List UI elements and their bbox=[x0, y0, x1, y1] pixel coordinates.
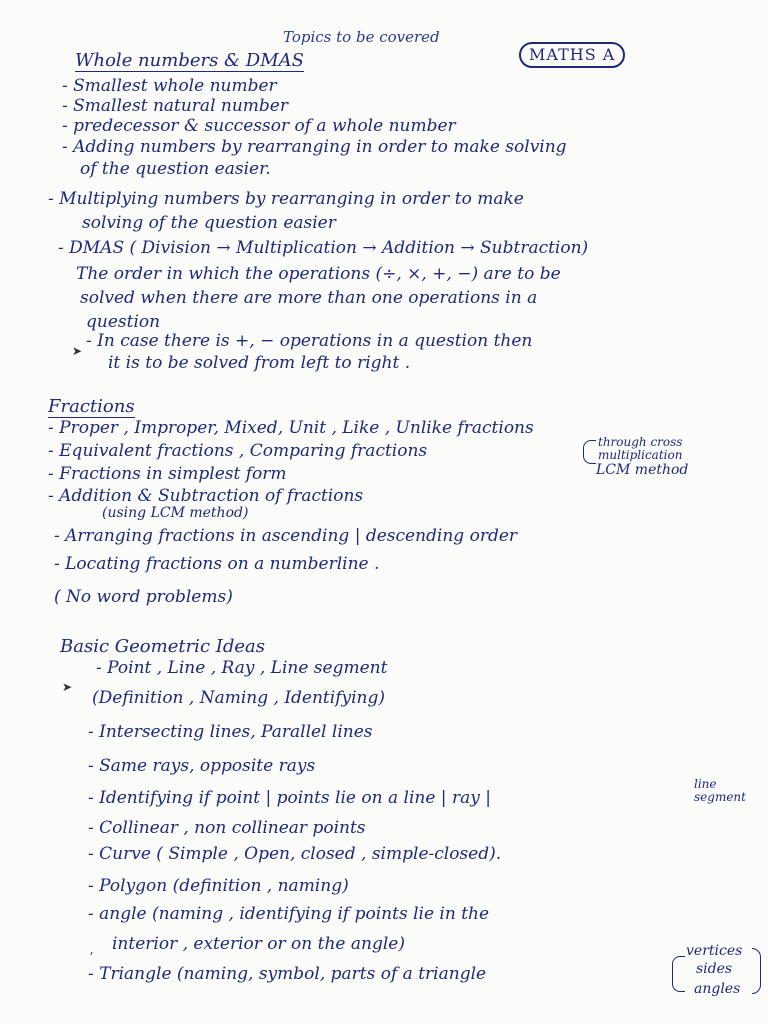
compare-option-lcm: LCM method bbox=[596, 462, 689, 478]
section-heading-geometry: Basic Geometric Ideas bbox=[60, 636, 265, 657]
list-item: The order in which the operations (÷, ×, +, −) are to be bbox=[76, 264, 561, 284]
triangle-part-sides: sides bbox=[696, 961, 733, 977]
list-item: of the question easier. bbox=[80, 159, 271, 179]
list-item: it is to be solved from left to right . bbox=[108, 353, 411, 373]
list-item: interior , exterior or on the angle) bbox=[112, 934, 405, 954]
list-item: - Adding numbers by rearranging in order to make solving bbox=[62, 137, 567, 157]
compare-option-cross-multiplication: through cross multiplication bbox=[598, 435, 683, 462]
list-item: - Locating fractions on a numberline . bbox=[54, 554, 380, 574]
list-item: ( No word problems) bbox=[54, 587, 233, 607]
list-item: - In case there is +, − operations in a question then bbox=[86, 331, 533, 351]
list-item: (Definition , Naming , Identifying) bbox=[92, 688, 385, 708]
list-item: - Equivalent fractions , Comparing fractions bbox=[48, 441, 428, 461]
list-item: solved when there are more than one operations in a bbox=[80, 288, 538, 308]
list-item: - Multiplying numbers by rearranging in order to make bbox=[48, 189, 524, 209]
list-item: - Same rays, opposite rays bbox=[88, 756, 316, 776]
list-item: (using LCM method) bbox=[102, 505, 249, 521]
list-item: - Smallest natural number bbox=[62, 96, 288, 116]
list-item: - predecessor & successor of a whole number bbox=[62, 116, 456, 136]
margin-mark: ➤ bbox=[62, 680, 73, 694]
triangle-part-angles: angles bbox=[694, 981, 741, 997]
page-title: Topics to be covered bbox=[283, 28, 440, 46]
comparison-brace bbox=[583, 440, 596, 464]
list-item: - Smallest whole number bbox=[62, 76, 277, 96]
list-item: - Identifying if point | points lie on a line | ray | bbox=[88, 788, 491, 808]
list-item: solving of the question easier bbox=[82, 213, 336, 233]
list-item: - Intersecting lines, Parallel lines bbox=[88, 722, 373, 742]
margin-mark: ⸴ bbox=[90, 944, 94, 958]
closing-parenthesis bbox=[752, 948, 761, 994]
triangle-parts-brace bbox=[672, 956, 685, 992]
list-item: - Arranging fractions in ascending | descending order bbox=[54, 526, 518, 546]
section-heading-whole-numbers: Whole numbers & DMAS bbox=[75, 50, 304, 71]
list-item: - angle (naming , identifying if points lie in the bbox=[88, 904, 490, 924]
list-item: - Collinear , non collinear points bbox=[88, 818, 366, 838]
list-item: - Polygon (definition , naming) bbox=[88, 876, 349, 896]
list-item: - Point , Line , Ray , Line segment bbox=[96, 658, 388, 678]
list-item: question bbox=[86, 312, 161, 332]
list-item: - Triangle (naming, symbol, parts of a triangle bbox=[88, 964, 487, 984]
triangle-part-vertices: vertices bbox=[686, 943, 743, 959]
list-item: - DMAS ( Division → Multiplication → Addition → Subtraction) bbox=[58, 238, 589, 258]
list-item: - Addition & Subtraction of fractions bbox=[48, 486, 364, 506]
line-segment-note: line segment bbox=[694, 777, 746, 804]
list-item: - Fractions in simplest form bbox=[48, 464, 287, 484]
list-item: - Proper , Improper, Mixed, Unit , Like , Unlike fractions bbox=[48, 418, 534, 438]
margin-mark: ➤ bbox=[72, 344, 83, 358]
section-heading-fractions: Fractions bbox=[48, 396, 135, 417]
list-item: - Curve ( Simple , Open, closed , simple-closed). bbox=[88, 844, 502, 864]
subject-badge: MATHS A bbox=[519, 42, 625, 68]
